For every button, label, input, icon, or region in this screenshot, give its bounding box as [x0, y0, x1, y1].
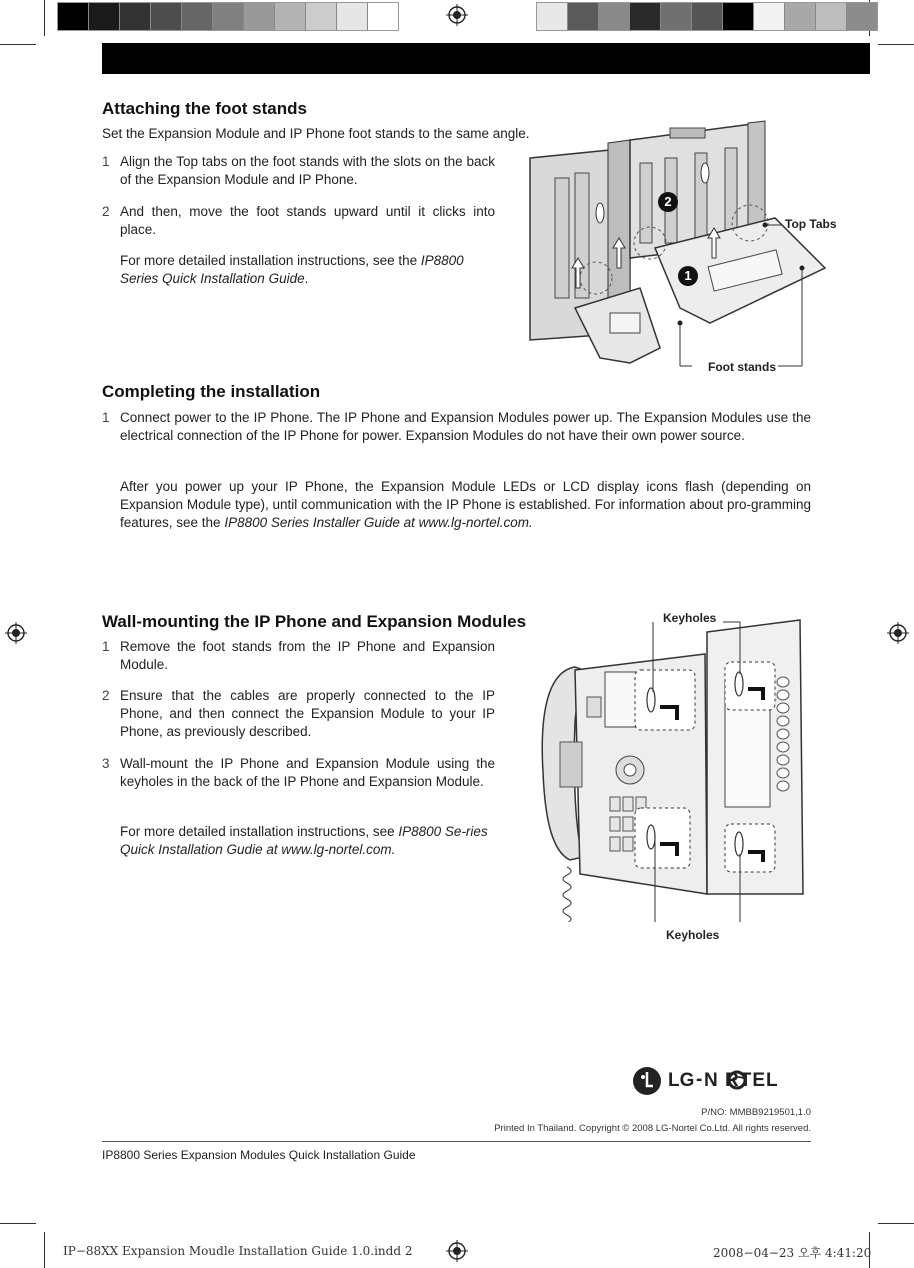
color-swatch [661, 3, 692, 30]
step-text: Remove the foot stands from the IP Phone and Expansion Module. [120, 639, 495, 672]
lg-nortel-logo [632, 1066, 812, 1096]
step-marker-1: 1 [684, 268, 692, 283]
note-reference: IP8800 Series Quick Installation Guide [120, 253, 464, 286]
color-swatch [244, 3, 275, 30]
color-swatch [568, 3, 599, 30]
step-number: 1 [102, 410, 110, 425]
color-swatch [723, 3, 754, 30]
step-number: 2 [102, 688, 110, 703]
registration-mark-icon [887, 622, 909, 644]
foot-stand-illustration [520, 118, 850, 378]
wall-mount-illustration [535, 612, 805, 922]
color-bar-right [536, 2, 878, 31]
logo-nortel: N RTEL [704, 1070, 779, 1091]
print-slug-file: IP−88XX Expansion Moudle Installation Guide 1.0.indd 2 [63, 1244, 413, 1258]
note-reference: IP8800 Se-ries Quick Installation Gudie at www.lg-nortel.com. [120, 824, 488, 857]
attach-note [120, 252, 495, 288]
label-keyholes-top: Keyholes [663, 611, 717, 625]
color-swatch [368, 3, 398, 30]
wall-note [120, 823, 495, 859]
header-bar [102, 43, 870, 74]
step-text: Ensure that the cables are properly connected to the IP Phone, and then connect the Expansion Module to your IP Phone, as previously described. [120, 688, 495, 739]
note-suffix: . [304, 271, 309, 286]
footer-divider [102, 1141, 811, 1142]
step-number: 2 [102, 204, 110, 219]
step-marker-2: 2 [664, 194, 672, 209]
step-number: 1 [102, 154, 110, 169]
registration-mark-icon [446, 4, 468, 26]
color-swatch [120, 3, 151, 30]
color-swatch [599, 3, 630, 30]
crop-mark [878, 44, 914, 45]
nortel-globe-icon [727, 1070, 747, 1090]
color-swatch [151, 3, 182, 30]
paragraph-reference: IP8800 Series Installer Guide at www.lg-nortel.com. [224, 515, 533, 530]
color-swatch [816, 3, 847, 30]
attach-intro: Set the Expansion Module and IP Phone foot stands to the same angle. [102, 126, 530, 141]
crop-mark [44, 0, 45, 36]
section-title-complete: Completing the installation [102, 382, 321, 401]
color-swatch [537, 3, 568, 30]
label-foot-stands: Foot stands [708, 360, 776, 374]
label-top-tabs: Top Tabs [785, 217, 837, 231]
color-swatch [754, 3, 785, 30]
color-swatch [213, 3, 244, 30]
section-title-attach: Attaching the foot stands [102, 99, 307, 118]
color-swatch [275, 3, 306, 30]
step-number: 1 [102, 639, 110, 654]
step-text: And then, move the foot stands upward until it clicks into place. [120, 204, 495, 237]
complete-paragraph [120, 478, 811, 532]
color-swatch [785, 3, 816, 30]
paragraph-text: After you power up your IP Phone, the Expansion Module LEDs or LCD display icons flash (depending on Expansion Module type), until communication with the IP Phone is established. For information about pro-gramming features, see the [120, 479, 811, 530]
color-swatch [692, 3, 723, 30]
step-text: Connect power to the IP Phone. The IP Phone and Expansion Modules power up. The Expansion Modules use the electrical connection of the IP Phone for power. Expansion Modules do not have their own power source. [120, 410, 811, 443]
note-text: For more detailed installation instructions, see [120, 824, 399, 839]
color-swatch [89, 3, 120, 30]
color-swatch [58, 3, 89, 30]
registration-mark-icon [446, 1240, 468, 1262]
color-bar-left [57, 2, 399, 31]
label-keyholes-bottom: Keyholes [666, 928, 720, 942]
guide-title: IP8800 Series Expansion Modules Quick Installation Guide [102, 1148, 416, 1162]
color-swatch [306, 3, 337, 30]
part-number: P/NO: MMBB9219501,1.0 [701, 1107, 811, 1118]
section-title-wall: Wall-mounting the IP Phone and Expansion Modules [102, 612, 527, 631]
step-text: Align the Top tabs on the foot stands with the slots on the back of the Expansion Module and IP Phone. [120, 154, 495, 187]
copyright-notice: Printed In Thailand. Copyright © 2008 LG-Nortel Co.Ltd. All rights reserved. [494, 1123, 811, 1134]
step-number: 3 [102, 756, 110, 771]
note-text: For more detailed installation instructions, see the [120, 253, 421, 268]
print-slug-date: 2008−04−23 오후 4:41:20 [713, 1246, 872, 1260]
logo-dash: - [696, 1069, 703, 1090]
lg-face-icon [632, 1066, 662, 1096]
logo-lg: LG [668, 1070, 695, 1091]
step-text: Wall-mount the IP Phone and Expansion Module using the keyholes in the back of the IP Phone and Expansion Module. [120, 756, 495, 789]
crop-mark [0, 1223, 36, 1224]
crop-mark [0, 44, 36, 45]
color-swatch [182, 3, 213, 30]
color-swatch [630, 3, 661, 30]
color-swatch [337, 3, 368, 30]
crop-mark [878, 1223, 914, 1224]
color-swatch [847, 3, 877, 30]
crop-mark [44, 1232, 45, 1268]
registration-mark-icon [5, 622, 27, 644]
